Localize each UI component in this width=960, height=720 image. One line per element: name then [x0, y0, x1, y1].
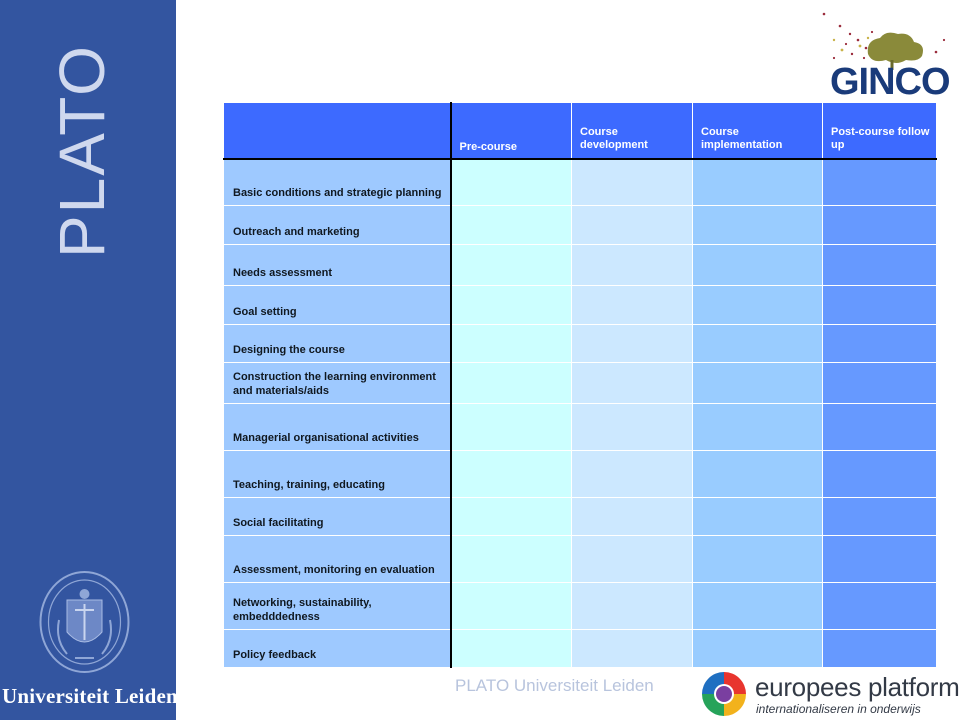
- cell-course-development: [572, 630, 693, 668]
- sidebar: [0, 0, 176, 720]
- cell-course-development: [572, 498, 693, 536]
- cell-course-implementation: [693, 325, 823, 363]
- table-row: [224, 404, 937, 451]
- europees-platform-logo-icon: [700, 670, 748, 718]
- university-name: Universiteit Leiden: [2, 684, 178, 708]
- cell-pre-course: [451, 206, 572, 245]
- cell-course-development: [572, 404, 693, 451]
- row-label: Goal setting: [224, 286, 451, 325]
- cell-pre-course: [451, 363, 572, 404]
- cell-course-implementation: [693, 404, 823, 451]
- cell-course-implementation: [693, 536, 823, 583]
- ginco-logo-text: GINCO: [830, 61, 950, 102]
- row-label: Networking, sustainability, embedddedness: [224, 583, 451, 630]
- cell-course-implementation: [693, 245, 823, 286]
- cell-pre-course: [451, 630, 572, 668]
- cell-pre-course: [451, 404, 572, 451]
- row-label: Construction the learning environment and materials/aids: [224, 363, 451, 404]
- plato-vertical-title: PLATO: [46, 44, 118, 258]
- cell-course-development: [572, 536, 693, 583]
- row-label: Teaching, training, educating: [224, 451, 451, 498]
- cell-course-implementation: [693, 451, 823, 498]
- table-row: [224, 536, 937, 583]
- table-header-row: [224, 103, 937, 159]
- cell-pre-course: [451, 451, 572, 498]
- row-label: Designing the course: [224, 325, 451, 363]
- course-phase-table: [223, 102, 937, 668]
- row-label: Policy feedback: [224, 630, 451, 668]
- cell-post-course-follow-up: [823, 206, 937, 245]
- row-label: Basic conditions and strategic planning: [224, 159, 451, 206]
- cell-pre-course: [451, 286, 572, 325]
- cell-course-implementation: [693, 286, 823, 325]
- table-row: [224, 451, 937, 498]
- cell-post-course-follow-up: [823, 451, 937, 498]
- table-row: [224, 286, 937, 325]
- cell-post-course-follow-up: [823, 583, 937, 630]
- cell-course-development: [572, 325, 693, 363]
- cell-post-course-follow-up: [823, 286, 937, 325]
- cell-course-development: [572, 206, 693, 245]
- row-label: Managerial organisational activities: [224, 404, 451, 451]
- row-label: Needs assessment: [224, 245, 451, 286]
- cell-post-course-follow-up: [823, 404, 937, 451]
- table-row: [224, 245, 937, 286]
- column-header-course-implementation: Course implementation: [693, 103, 823, 159]
- cell-post-course-follow-up: [823, 159, 937, 206]
- cell-pre-course: [451, 159, 572, 206]
- table-header-corner: [224, 103, 451, 159]
- column-header-pre-course: Pre-course: [451, 103, 572, 159]
- row-label: Outreach and marketing: [224, 206, 451, 245]
- partner-subtitle: internationaliseren in onderwijs: [756, 702, 921, 716]
- cell-course-development: [572, 583, 693, 630]
- cell-post-course-follow-up: [823, 536, 937, 583]
- table-row: [224, 159, 937, 206]
- cell-post-course-follow-up: [823, 630, 937, 668]
- cell-course-implementation: [693, 206, 823, 245]
- cell-post-course-follow-up: [823, 363, 937, 404]
- cell-course-implementation: [693, 583, 823, 630]
- table-row: [224, 206, 937, 245]
- partner-title: europees platform: [755, 672, 960, 702]
- ginco-logo-icon: [806, 10, 956, 102]
- university-seal-icon: [37, 570, 132, 675]
- cell-pre-course: [451, 245, 572, 286]
- footer-text: PLATO Universiteit Leiden: [455, 676, 654, 695]
- cell-post-course-follow-up: [823, 498, 937, 536]
- table-row: [224, 498, 937, 536]
- cell-course-implementation: [693, 630, 823, 668]
- cell-course-implementation: [693, 159, 823, 206]
- cell-course-development: [572, 159, 693, 206]
- cell-post-course-follow-up: [823, 325, 937, 363]
- cell-pre-course: [451, 583, 572, 630]
- cell-course-implementation: [693, 363, 823, 404]
- column-header-course-development: Course development: [572, 103, 693, 159]
- row-label: Assessment, monitoring en evaluation: [224, 536, 451, 583]
- cell-course-development: [572, 286, 693, 325]
- table-row: [224, 325, 937, 363]
- table-row: [224, 363, 937, 404]
- cell-course-implementation: [693, 498, 823, 536]
- cell-course-development: [572, 363, 693, 404]
- cell-pre-course: [451, 536, 572, 583]
- column-header-post-course-follow-up: Post-course follow up: [823, 103, 937, 159]
- table-row: [224, 630, 937, 668]
- cell-course-development: [572, 245, 693, 286]
- cell-post-course-follow-up: [823, 245, 937, 286]
- cell-pre-course: [451, 498, 572, 536]
- table-row: [224, 583, 937, 630]
- row-label: Social facilitating: [224, 498, 451, 536]
- cell-pre-course: [451, 325, 572, 363]
- cell-course-development: [572, 451, 693, 498]
